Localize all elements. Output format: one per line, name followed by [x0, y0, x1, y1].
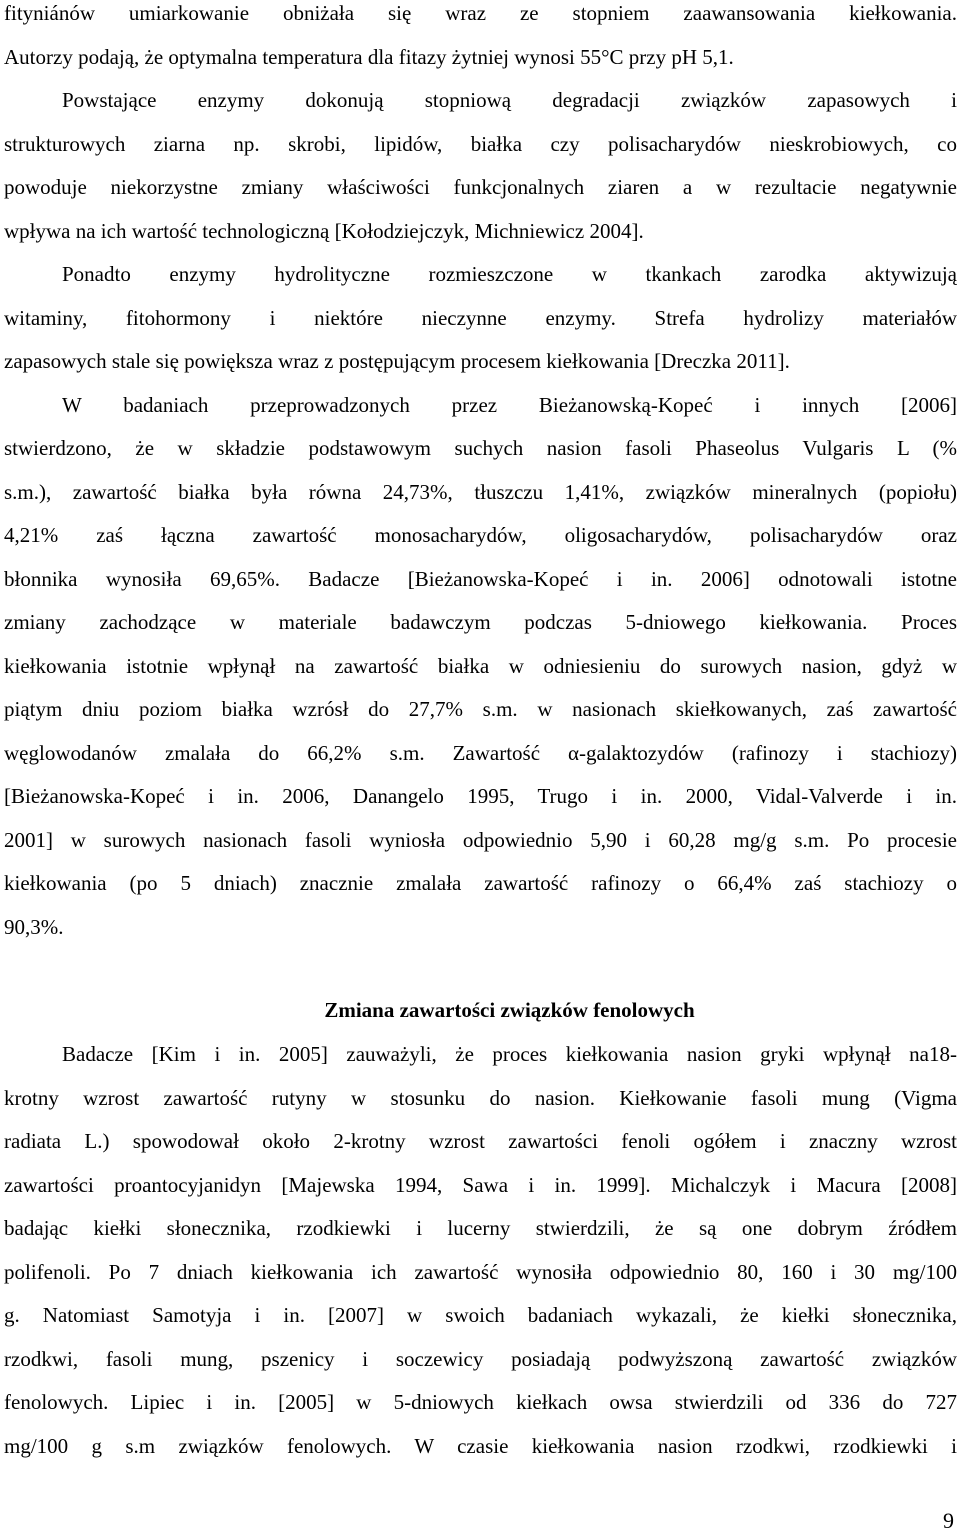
text-line: Powstające enzymy dokonują stopniową degradacji związków zapasowych i: [62, 88, 957, 112]
section-heading: Zmiana zawartości związków fenolowych: [324, 998, 695, 1022]
text-line: s.m.), zawartość białka była równa 24,73%, tłuszczu 1,41%, związków mineralnych (popiołu): [4, 479, 957, 504]
text-line: Badacze [Kim i in. 2005] zauważyli, że proces kiełkowania nasion gryki wpłynął na18-: [62, 1042, 957, 1066]
document-page: [4, 0, 957, 1476]
text-line: rzodkwi, fasoli mung, pszenicy i soczewicy posiadają podwyższoną zawartość związków: [4, 1346, 957, 1371]
text-line: fenolowych. Lipiec i in. [2005] w 5-dniowych kiełkach owsa stwierdzili od 336 do 727: [4, 1390, 957, 1414]
text-line: kiełkowania (po 5 dniach) znacznie zmalała zawartość rafinozy o 66,4% zaś stachiozy o: [4, 871, 957, 895]
text-line: [Bieżanowska-Kopeć i in. 2006, Danangelo 1995, Trugo i in. 2000, Vidal-Valverde i in.: [4, 784, 957, 808]
text-line: zawartości proantocyjanidyn [Majewska 1994, Sawa i in. 1999]. Michalczyk i Macura [2008]: [4, 1172, 957, 1197]
text-line: mg/100 g s.m związków fenolowych. W czasie kiełkowania nasion rzodkwi, rzodkiewki i: [4, 1433, 957, 1458]
text-line: polifenoli. Po 7 dniach kiełkowania ich zawartość wynosiła odpowiednio 80, 160 i 30 mg/100: [4, 1259, 957, 1284]
text-line: 90,3%.: [4, 914, 64, 939]
text-line: badając kiełki słonecznika, rzodkiewki i lucerny stwierdzili, że są one dobrym źródłem: [4, 1216, 957, 1240]
text-line: W badaniach przeprowadzonych przez Bieżanowską-Kopeć i innych [2006]: [62, 392, 957, 417]
text-line: 2001] w surowych nasionach fasoli wyniosła odpowiednio 5,90 i 60,28 mg/g s.m. Po procesie: [4, 827, 957, 852]
text-line: krotny wzrost zawartość rutyny w stosunku do nasion. Kiełkowanie fasoli mung (Vigma: [4, 1085, 957, 1110]
text-line: powoduje niekorzystne zmiany właściwości funkcjonalnych ziaren a w rezultacie negatywnie: [4, 175, 957, 199]
text-line: 4,21% zaś łączna zawartość monosacharydów, oligosacharydów, polisacharydów oraz: [4, 523, 957, 547]
text-line: Ponadto enzymy hydrolityczne rozmieszczone w tkankach zarodka aktywizują: [62, 262, 957, 286]
text-line: strukturowych ziarna np. skrobi, lipidów, białka czy polisacharydów nieskrobiowych, co: [4, 131, 957, 156]
text-line: błonnika wynosiła 69,65%. Badacze [Bieżanowska-Kopeć i in. 2006] odnotowali istotne: [4, 566, 957, 591]
text-line: witaminy, fitohormony i niektóre nieczynne enzymy. Strefa hydrolizy materiałów: [4, 305, 957, 330]
page-number: 9: [943, 1508, 954, 1533]
text-line: wpływa na ich wartość technologiczną [Kołodziejczyk, Michniewicz 2004].: [4, 218, 644, 243]
text-line: piątym dniu poziom białka wzrósł do 27,7% s.m. w nasionach skiełkowanych, zaś zawartość: [4, 697, 957, 721]
text-line: fityniánów umiarkowanie obniżała się wraz ze stopniem zaawansowania kiełkowania.: [4, 1, 957, 25]
text-line: zapasowych stale się powiększa wraz z postępującym procesem kiełkowania [Dreczka 2011].: [4, 349, 790, 373]
text-line: kiełkowania istotnie wpłynął na zawartość białka w odniesieniu do surowych nasion, gdyż w: [4, 653, 957, 678]
text-line: g. Natomiast Samotyja i in. [2007] w swoich badaniach wykazali, że kiełki słonecznika,: [4, 1303, 957, 1327]
text-line: Autorzy podają, że optymalna temperatura dla fitazy żytniej wynosi 55°C przy pH 5,1.: [4, 44, 734, 69]
text-line: stwierdzono, że w składzie podstawowym suchych nasion fasoli Phaseolus Vulgaris L (%: [4, 436, 957, 460]
text-line: zmiany zachodzące w materiale badawczym podczas 5-dniowego kiełkowania. Proces: [4, 610, 957, 634]
text-line: węglowodanów zmalała do 66,2% s.m. Zawartość α-galaktozydów (rafinozy i stachiozy): [4, 740, 957, 765]
text-line: radiata L.) spowodował około 2-krotny wzrost zawartości fenoli ogółem i znaczny wzrost: [4, 1129, 957, 1153]
